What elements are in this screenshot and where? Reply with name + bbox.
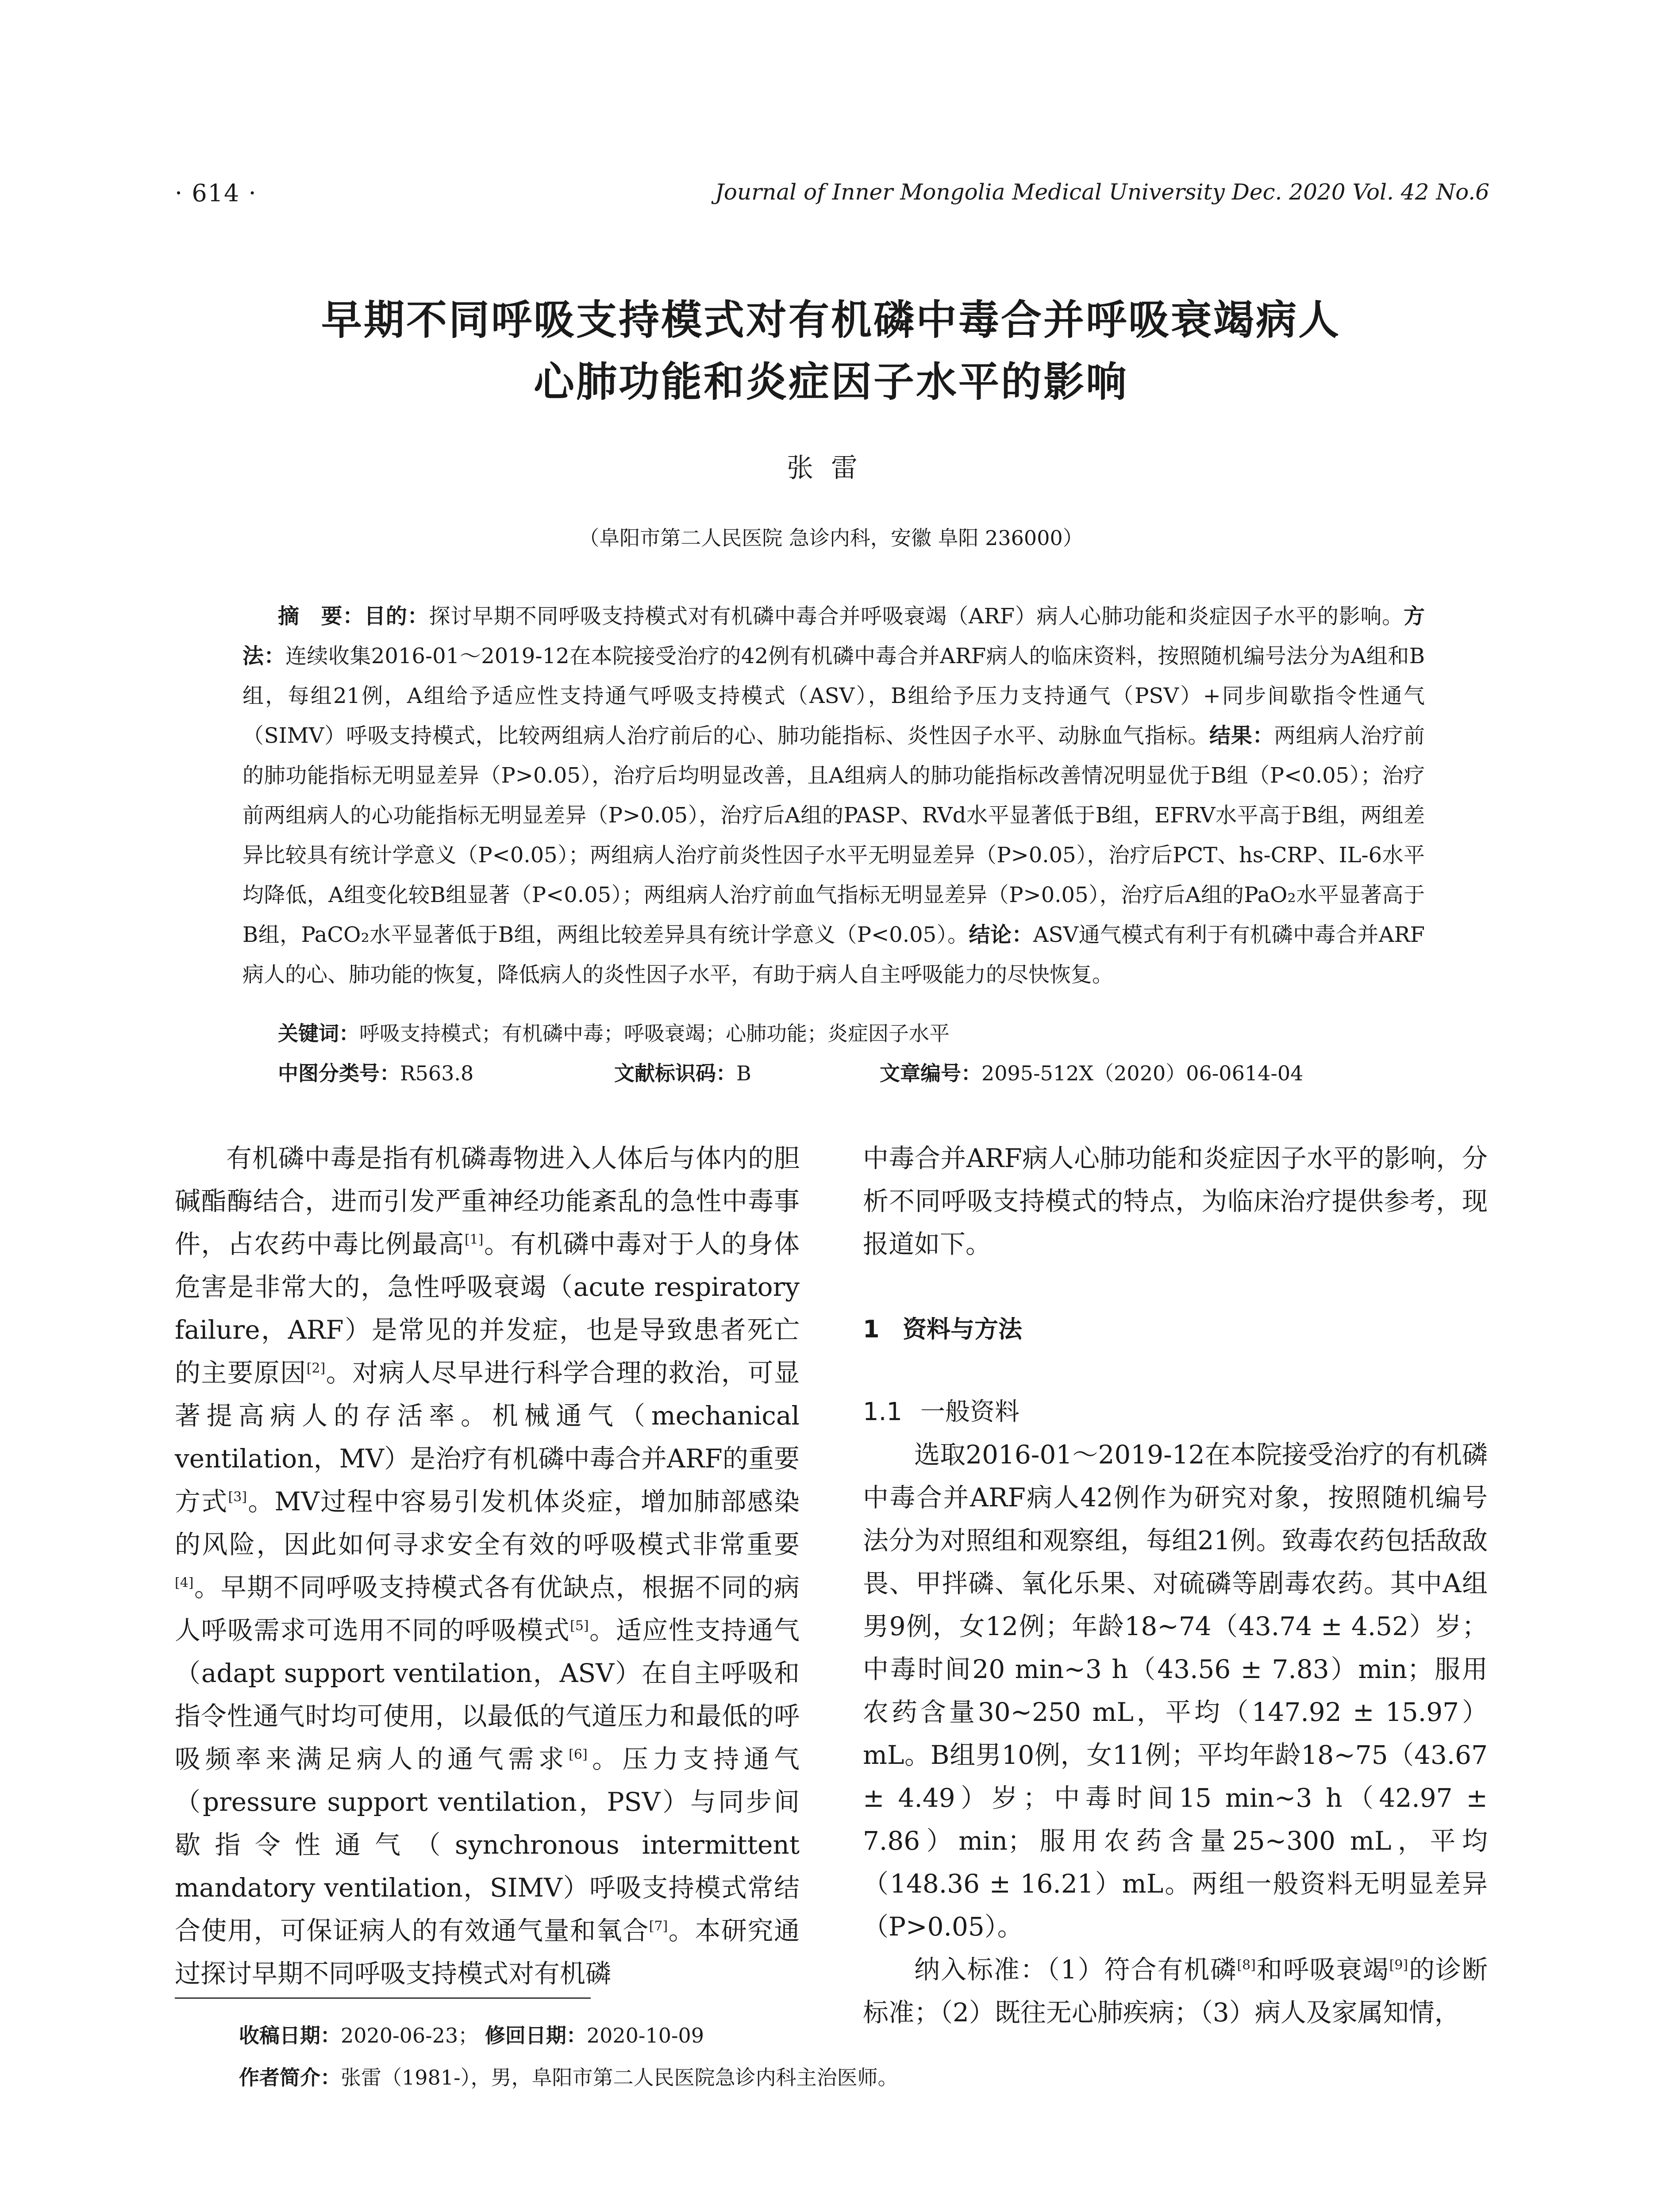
text-run: 。MV过程中容易引发机体炎症，增加肺部感染的风险，因此如何寻求安全有效的呼吸模式非常重要 bbox=[175, 1486, 800, 1559]
doc-value: B bbox=[736, 1061, 751, 1085]
text-run: 有机磷中毒是指有机磷毒物进入人体后与体内的胆碱酯酶结合，进而引发严重神经功能紊乱的急性中毒事件，占农药中毒比例最高 bbox=[175, 1143, 800, 1259]
article-number-label: 文章编号： bbox=[880, 1061, 981, 1085]
section-title: 资料与方法 bbox=[903, 1315, 1022, 1343]
text-run: 的诊断标准；（2）既往无心肺疾病；（3）病人及家属知情， bbox=[863, 1955, 1488, 2028]
citation: [8] bbox=[1237, 1957, 1256, 1973]
inclusion-criteria-paragraph bbox=[863, 1948, 1488, 2034]
text-run: 。早期不同呼吸支持模式各有优缺点，根据不同的病人呼吸需求可选用不同的呼吸模式 bbox=[175, 1572, 800, 1645]
abstract bbox=[242, 596, 1425, 995]
cls-value: R563.8 bbox=[400, 1061, 474, 1085]
author-bio bbox=[239, 2062, 898, 2091]
article-title-line-1: 早期不同呼吸支持模式对有机磷中毒合并呼吸衰竭病人 bbox=[321, 296, 1341, 344]
section-heading-1 bbox=[863, 1308, 1488, 1351]
article-title-line-2: 心肺功能和炎症因子水平的影响 bbox=[533, 358, 1128, 406]
text-run: 。本研究通过探讨早期不同呼吸支持模式对有机磷 bbox=[175, 1916, 800, 1989]
doc-label: 文献标识码： bbox=[614, 1061, 736, 1085]
author-affiliation: （阜阳市第二人民医院 急诊内科，安徽 阜阳 236000） bbox=[579, 526, 1083, 550]
citation: [5] bbox=[570, 1618, 589, 1634]
revised-label: 修回日期： bbox=[485, 2024, 587, 2047]
citation: [9] bbox=[1389, 1957, 1408, 1973]
results-label: 结果： bbox=[1209, 723, 1274, 748]
body-column-left bbox=[175, 1137, 800, 1995]
text-run: 。压力支持通气（pressure support ventilation，PSV）与同步间歇指令性通气（synchronous intermittent mandatory ventilation，SIMV）呼吸支持模式常结合使用，可保证病人的有效通气量和氧合 bbox=[175, 1744, 800, 1946]
text-run: 和呼吸衰竭 bbox=[1255, 1955, 1389, 1985]
received-label: 收稿日期： bbox=[239, 2024, 341, 2047]
objective-label: 目的： bbox=[364, 604, 429, 629]
abstract-label: 摘 要： bbox=[278, 604, 365, 629]
subsection-number: 1.1 bbox=[863, 1398, 903, 1426]
section-heading-1-1 bbox=[863, 1390, 1488, 1433]
citation: [7] bbox=[649, 1918, 668, 1934]
intro-paragraph bbox=[175, 1137, 800, 1995]
citation: [6] bbox=[569, 1747, 588, 1763]
subsection-title: 一般资料 bbox=[920, 1398, 1020, 1426]
results-text: 两组病人治疗前的肺功能指标无明显差异（P>0.05），治疗后均明显改善，且A组病人的肺功能指标改善情况明显优于B组（P<0.05）；治疗前两组病人的心功能指标无明显差异（P>0.05），治疗后A组的PASP、RVd水平显著低于B组，EFRV水平高于B组，两组差异比较具有统计学意义（P<0.05）；两组病人治疗前炎性因子水平无明显差异（P>0.05），治疗后PCT、hs-CRP、IL-6水平均降低，A组变化较B组显著（P<0.05）；两组病人治疗前血气指标无明显差异（P>0.05），治疗后A组的PaO₂水平显著高于B组，PaCO₂水平显著低于B组，两组比较差异具有统计学意义（P<0.05）。 bbox=[242, 723, 1425, 947]
citation: [3] bbox=[228, 1489, 247, 1505]
classification-line bbox=[278, 1057, 1428, 1087]
objective-text: 探讨早期不同呼吸支持模式对有机磷中毒合并呼吸衰竭（ARF）病人心肺功能和炎症因子水平的影响。 bbox=[429, 604, 1404, 629]
general-data-paragraph: 选取2016-01～2019-12在本院接受治疗的有机磷中毒合并ARF病人42例作为研究对象，按照随机编号法分为对照组和观察组，每组21例。致毒农药包括敌敌畏、甲拌磷、氧化乐果、对硫磷等剧毒农药。其中A组男9例，女12例；年龄18~74（43.74 ± 4.52）岁；中毒时间20 min~3 h（43.56 ± 7.83）min；服用农药含量30~250 mL，平均（147.92 ± 15.97）mL。B组男10例，女11例；平均年龄18~75（43.67 ± 4.49）岁；中毒时间15 min~3 h（42.97 ± 7.86）min；服用农药含量25~300 mL，平均（148.36 ± 16.21）mL。两组一般资料无明显差异（P>0.05）。 bbox=[863, 1440, 1488, 1942]
methods-text: 连续收集2016-01～2019-12在本院接受治疗的42例有机磷中毒合并ARF病人的临床资料，按照随机编号法分为A组和B组，每组21例，A组给予适应性支持通气呼吸支持模式（ASV），B组给予压力支持通气（PSV）+同步间歇指令性通气（SIMV）呼吸支持模式，比较两组病人治疗前后的心、肺功能指标、炎性因子水平、动脉血气指标。 bbox=[242, 644, 1425, 748]
journal-running-header: Journal of Inner Mongolia Medical University Dec. 2020 Vol. 42 No.6 bbox=[715, 179, 1489, 205]
keywords-label: 关键词： bbox=[278, 1022, 359, 1045]
text-run: 。对病人尽早进行科学合理的救治，可显著提高病人的存活率。机械通气（mechanical ventilation，MV）是治疗有机磷中毒合并ARF的重要方式 bbox=[175, 1358, 800, 1517]
page-number: · 614 · bbox=[175, 179, 257, 207]
received-dates bbox=[239, 2020, 704, 2049]
cls-label: 中图分类号： bbox=[278, 1061, 400, 1085]
citation: [2] bbox=[306, 1360, 326, 1376]
body-column-right bbox=[863, 1137, 1488, 2034]
intro-continuation: 中毒合并ARF病人心肺功能和炎症因子水平的影响，分析不同呼吸支持模式的特点，为临床治疗提供参考，现报道如下。 bbox=[863, 1143, 1488, 1259]
revised-date: 2020-10-09 bbox=[586, 2024, 704, 2047]
text-run: 。有机磷中毒对于人的身体危害是非常大的，急性呼吸衰竭（acute respiratory failure，ARF）是常见的并发症，也是导致患者死亡的主要原因 bbox=[175, 1229, 800, 1388]
bio-label: 作者简介： bbox=[239, 2066, 341, 2089]
bio-text: 张雷（1981-），男，阜阳市第二人民医院急诊内科主治医师。 bbox=[341, 2066, 898, 2089]
article-number-value: 2095-512X（2020）06-0614-04 bbox=[981, 1061, 1304, 1085]
text-run: 纳入标准：（1）符合有机磷 bbox=[914, 1955, 1237, 1985]
citation: [4] bbox=[175, 1575, 194, 1591]
conclusion-label: 结论： bbox=[969, 922, 1033, 947]
received-date: 2020-06-23； bbox=[341, 2024, 479, 2047]
text-run: 。适应性支持通气（adapt support ventilation，ASV）在自主呼吸和指令性通气时均可使用，以最低的气道压力和最低的呼吸频率来满足病人的通气需求 bbox=[175, 1615, 800, 1774]
keywords bbox=[278, 1018, 950, 1047]
keywords-text: 呼吸支持模式；有机磷中毒；呼吸衰竭；心肺功能；炎症因子水平 bbox=[359, 1022, 950, 1045]
methods-label: 方法： bbox=[242, 604, 1425, 668]
citation: [1] bbox=[464, 1232, 484, 1248]
footnote-rule bbox=[175, 1997, 591, 1999]
section-number: 1 bbox=[863, 1315, 880, 1343]
conclusion-text: ASV通气模式有利于有机磷中毒合并ARF病人的心、肺功能的恢复，降低病人的炎性因子水平，有助于病人自主呼吸能力的尽快恢复。 bbox=[242, 922, 1425, 987]
author-name: 张雷 bbox=[787, 453, 875, 484]
